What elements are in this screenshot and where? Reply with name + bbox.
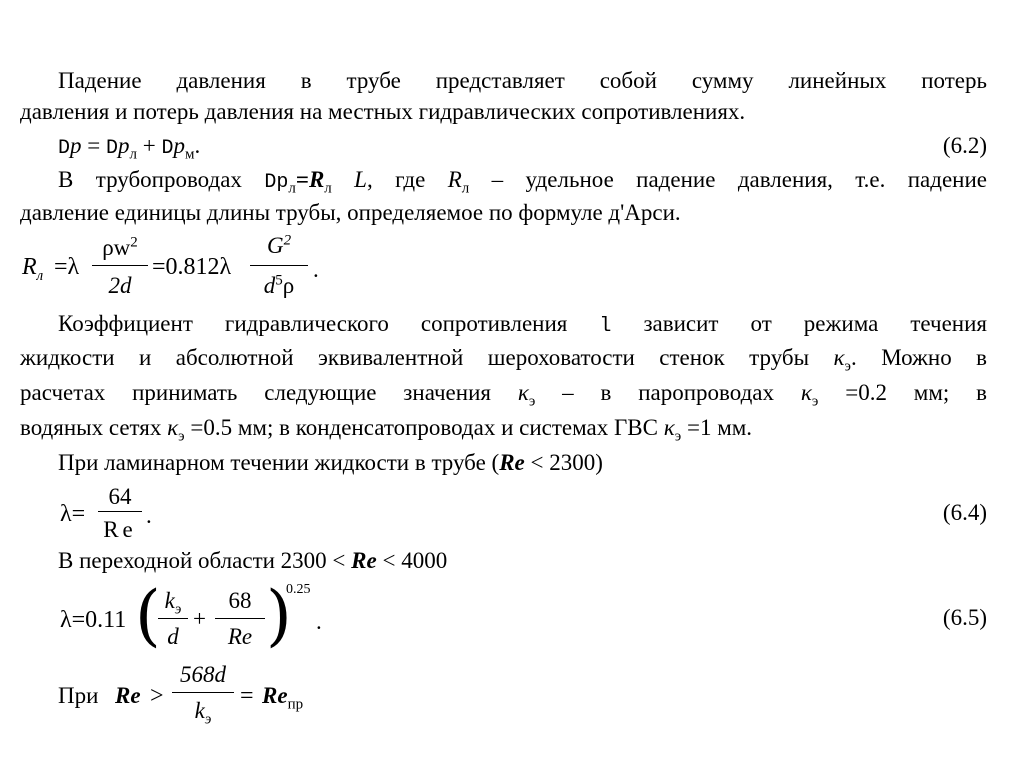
equation-number-6-5: (6.5) — [942, 605, 987, 630]
paragraph-1-line-2: давления и потерь давления на местных гидравлических сопротивлениях. — [20, 99, 746, 124]
paragraph-1-line-1: Падение давления в трубе представляет собой сумму линейных потерь — [58, 68, 987, 93]
paragraph-3-line-3: расчетах принимать следующие значения $\kappa_э$ – в паропроводах $\kappa_э =0.2$ мм; в — [20, 380, 988, 410]
paragraph-2-line-2: давление единицы длины трубы, определяемое по формуле д'Арси. — [20, 200, 681, 225]
paragraph-2-line-1: В трубопроводах $Dp_л=R_л$ L, где $R_л$ – удельное падение давления, т.е. падение — [58, 167, 987, 197]
equation-number-6-2: (6.2) — [942, 133, 987, 158]
paragraph-5: В переходной области 2300 < Re < 4000 — [58, 548, 448, 573]
paragraph-3-line-1: Коэффициент гидравлического сопротивления l зависит от режима течения — [58, 311, 987, 338]
paragraph-3-line-4: водяных сетях $\kappa_э =0.5$ мм; в конденсатопроводах и системах ГВС $\kappa_э =1$ мм. — [20, 415, 753, 445]
paragraph-4: При ламинарном течении жидкости в трубе (Re < 2300) — [58, 450, 603, 475]
equation-number-6-4: (6.4) — [942, 500, 987, 525]
paragraph-3-line-2: жидкости и абсолютной эквивалентной шероховатости стенок трубы $\kappa_э$. Можно в — [20, 345, 987, 375]
equation-6-2: $Dp = Dp_л + Dp_м$. — [58, 133, 201, 163]
